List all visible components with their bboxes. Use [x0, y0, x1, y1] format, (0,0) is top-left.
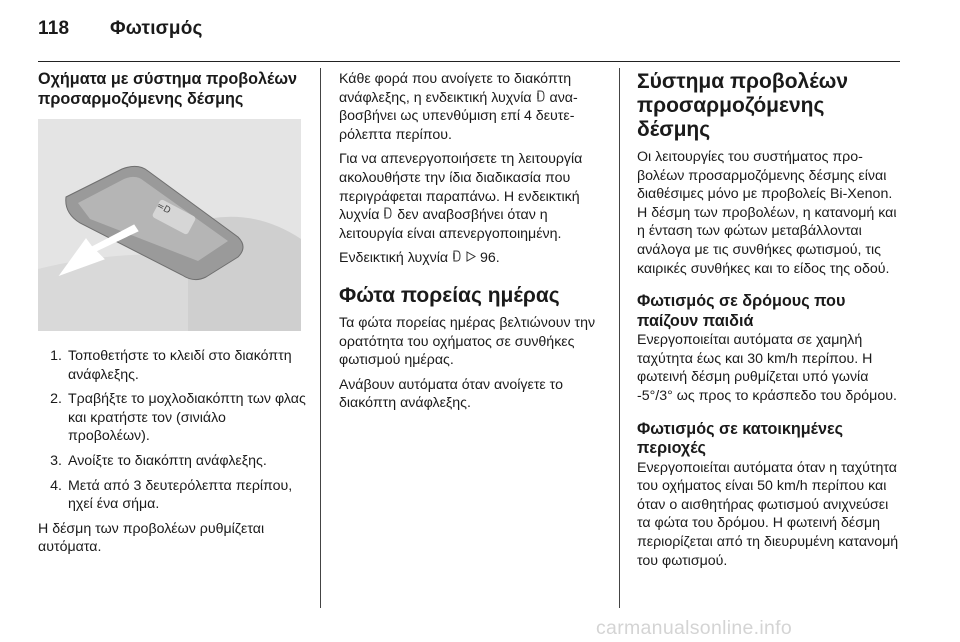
section-heading: Σύστημα προβολέων προσαρμοζόμενης δέσμης	[637, 70, 849, 141]
headlight-indicator-icon	[452, 249, 462, 268]
page-ref-triangle-icon	[466, 249, 476, 268]
paragraph: Κάθε φορά που ανοίγετε το διακόπτη ανάφλεξης, η ενδεικτική λυχνία αναβοσβήνει ως υπενθύμιση επί 4 δευτερόλεπτα περίπου.	[339, 71, 578, 143]
column-divider	[320, 68, 321, 608]
column-left	[38, 70, 308, 557]
paragraph: Οι λειτουργίες του συστήματος προβολέων προσαρμοζόμενης δέσμης είναι διαθέσιμες μόνο με προβολείς Bi-Xenon. Η δέσμη των προβολέων, η κατανομή και η ένταση των φώτων μεταβάλλονται ανάλογα με τις συνθήκες φωτισμού, τις καιρικές συνθήκες και το είδος της οδού.	[637, 149, 897, 277]
paragraph: Τα φώτα πορείας ημέρας βελτιώνουν την ορατότητα του οχήματος σε συνθήκες φωτισμού ημέρας.	[339, 314, 596, 369]
step-text: Ανοίξτε το διακόπτη ανάφλεξης.	[68, 452, 267, 469]
page-header	[38, 18, 203, 40]
step-number: 1.	[50, 348, 62, 364]
step-number: 4.	[50, 477, 62, 494]
list-item	[38, 390, 308, 446]
step-number: 3.	[50, 452, 62, 469]
list-item	[38, 347, 308, 384]
paragraph: Ενδεικτική λυχνία 96.	[339, 250, 500, 267]
paragraph: Για να απενεργοποιήσετε τη λειτουργία ακολουθήστε την ίδια διαδικασία που περιγράφεται παραπάνω. Η ενδεικτική λυχνία δεν αναβοσβήνει όταν η λειτουργία είναι απενεργοποιημένη.	[339, 151, 583, 242]
list-item	[38, 452, 308, 471]
paragraph: Ενεργοποιείται αυτόματα σε χαμηλή ταχύτητα έως και 30 km/h περίπου. Η φωτεινή δέσμη ρυθμίζεται υπό γωνία -5°/3° ως προς το κράσπεδο του δρόμου.	[637, 332, 897, 404]
headlight-indicator-icon	[383, 206, 393, 225]
step-text: Τραβήξτε το μοχλοδιακόπτη των φλας και κρατήστε τον (σινιάλο προβολέων).	[68, 391, 306, 445]
column-right	[637, 70, 903, 570]
page-reference: 96.	[479, 250, 500, 267]
paragraph: Ανάβουν αυτόματα όταν ανοίγετε το διακόπτη ανάφλεξης.	[339, 376, 563, 412]
section-heading: Φώτα πορείας ημέρας	[339, 283, 560, 307]
list-item	[38, 477, 308, 514]
page-number: 118	[38, 18, 70, 39]
svg-text:=D: =D	[154, 200, 173, 217]
closing-paragraph: Η δέσμη των προβολέων ρυθμίζεται αυτόματα.	[38, 520, 265, 556]
steps-list	[38, 347, 308, 514]
column-divider	[619, 68, 620, 608]
step-text: Τοποθετήστε το κλειδί στο διακόπτη ανάφλεξης.	[68, 348, 292, 383]
turn-signal-lever-illustration	[38, 119, 301, 331]
watermark: carmanualsonline.info	[596, 617, 792, 639]
subsection-heading: Φωτισμός σε κατοικημένες περιοχές	[637, 419, 844, 458]
chapter-title: Φωτισμός	[110, 18, 203, 39]
step-number: 2.	[50, 391, 62, 408]
paragraph: Ενεργοποιείται αυτόματα όταν η ταχύτητα του οχήματος είναι 50 km/h περίπου και όταν ο αισθητήρας φωτισμού ανιχνεύσει τα φώτα του δρόμου. Η φωτεινή δέσμη περιορίζεται από τη διευρυμένη κατανομή του φωτισμού.	[637, 459, 899, 569]
subsection-heading: Φωτισμός σε δρόμους που παίζουν παιδιά	[637, 292, 846, 330]
column-middle	[339, 70, 605, 413]
section-heading: Οχήματα με σύστημα προβολέων προσαρμοζόμενης δέσμης	[38, 70, 298, 108]
header-rule	[38, 61, 900, 62]
step-text: Μετά από 3 δευτερόλεπτα περίπου, ηχεί ένα σήμα.	[68, 477, 293, 513]
headlight-indicator-icon	[536, 89, 546, 108]
